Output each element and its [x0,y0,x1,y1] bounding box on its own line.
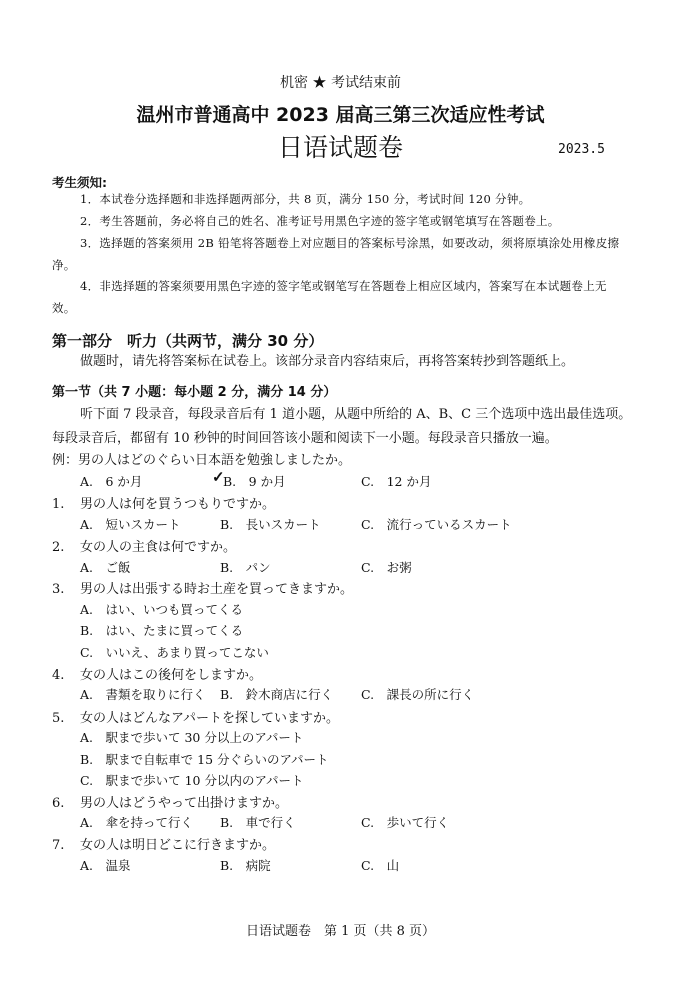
question-2 [52,536,236,555]
example-question-text: 男の人はどのぐらい日本語を勉強しましたか。 [78,453,352,468]
question-3 [52,578,353,597]
q6-option-a: A. 傘を持って行く [80,815,194,830]
exam-title: 温州市普通高中 2023 届高三第三次适应性考试 [136,104,545,126]
notice-item-2: 2．考生答题前，务必将自己的姓名、准考证号用黑色字迹的签字笔或钢笔填写在答题卷上。 [80,214,560,228]
question-text: 男の人はどうやって出掛けますか。 [80,796,289,811]
example-option-a: A. 6 か月 [80,474,143,489]
q2-option-b: B. パン [220,560,271,575]
question-number: 1. [52,497,65,512]
q1-option-a: A. 短いスカート [80,517,181,532]
notice-item-3: 3．选择题的答案须用 2B 铅笔将答题卷上对应题目的答案标号涂黑，如要改动，须将原填涂处用橡皮擦净。 [52,236,620,272]
confidential-label: 机密 ★ 考试结束前 [280,75,401,91]
exam-subtitle: 日语试题卷 [277,133,403,162]
q6-option-b: B. 車で行く [220,815,296,830]
part1-heading: 第一部分 听力（共两节，满分 30 分） [52,332,324,350]
notice-item-4: 4．非选择题的答案须要用黑色字迹的签字笔或钢笔写在答题卷上相应区域内，答案写在本试题卷上无效。 [52,279,607,315]
q5-option-b: B. 駅まで自転車で 15 分ぐらいのアパート [80,752,329,767]
question-6 [52,792,288,811]
question-text: 女の人はどんなアパートを探していますか。 [80,711,339,726]
example-option-c: C. 12 か月 [361,474,432,489]
question-text: 女の人はこの後何をしますか。 [80,668,263,683]
question-number: 2. [52,540,65,555]
q4-option-b: B. 鈴木商店に行く [220,687,334,702]
question-number: 7. [52,838,65,853]
page-footer: 日语试题卷 第 1 页（共 8 页） [245,924,436,939]
q5-option-a: A. 駅まで歩いて 30 分以上のアパート [80,730,304,745]
q3-option-a: A. はい、いつも買ってくる [80,602,244,617]
notice-item-1: 1．本试卷分选择题和非选择题两部分，共 8 页，满分 150 分，考试时间 120 分钟。 [80,192,531,206]
question-number: 3. [52,582,65,597]
q2-option-c: C. お粥 [361,560,412,575]
example-option-b: B. 9 か月 [223,474,286,489]
example-question [52,449,351,468]
q1-option-b: B. 長いスカート [220,517,321,532]
section1-heading: 第一节（共 7 小题：每小题 2 分，满分 14 分） [52,385,337,400]
q3-option-b: B. はい、たまに買ってくる [80,623,244,638]
example-label: 例： [52,453,79,468]
question-7 [52,834,275,853]
q5-option-c: C. 駅まで歩いて 10 分以内のアパート [80,773,304,788]
q7-option-a: A. 温泉 [80,858,131,873]
q2-option-a: A. ご飯 [80,560,131,575]
question-text: 女の人の主食は何ですか。 [80,540,237,555]
check-mark-icon: ✓ [212,468,225,486]
q7-option-b: B. 病院 [220,858,271,873]
question-number: 6. [52,796,65,811]
question-number: 5. [52,711,65,726]
question-text: 男の人は出張する時お土産を買ってきますか。 [80,582,354,597]
q3-option-c: C. いいえ、あまり買ってこない [80,645,269,660]
question-5 [52,707,339,726]
question-number: 4. [52,668,65,683]
notice-heading: 考生须知: [52,175,107,190]
question-text: 男の人は何を買うつもりですか。 [80,497,276,512]
part1-intro: 做题时，请先将答案标在试卷上。该部分录音内容结束后，再将答案转抄到答题纸上。 [80,354,575,369]
exam-date: 2023.5 [558,142,605,157]
section1-instructions: 听下面 7 段录音，每段录音后有 1 道小题，从题中所给的 A、B、C 三个选项中选出最佳选项。每段录音后，都留有 10 秒钟的时间回答该小题和阅读下一小题。每段录音只播放一遍。 [52,407,632,446]
question-1 [52,493,275,512]
q7-option-c: C. 山 [361,858,400,873]
question-4 [52,664,262,683]
question-text: 女の人は明日どこに行きますか。 [80,838,276,853]
q4-option-c: C. 課長の所に行く [361,687,475,702]
q6-option-c: C. 歩いて行く [361,815,450,830]
q4-option-a: A. 書類を取りに行く [80,687,206,702]
q1-option-c: C. 流行っているスカート [361,517,512,532]
